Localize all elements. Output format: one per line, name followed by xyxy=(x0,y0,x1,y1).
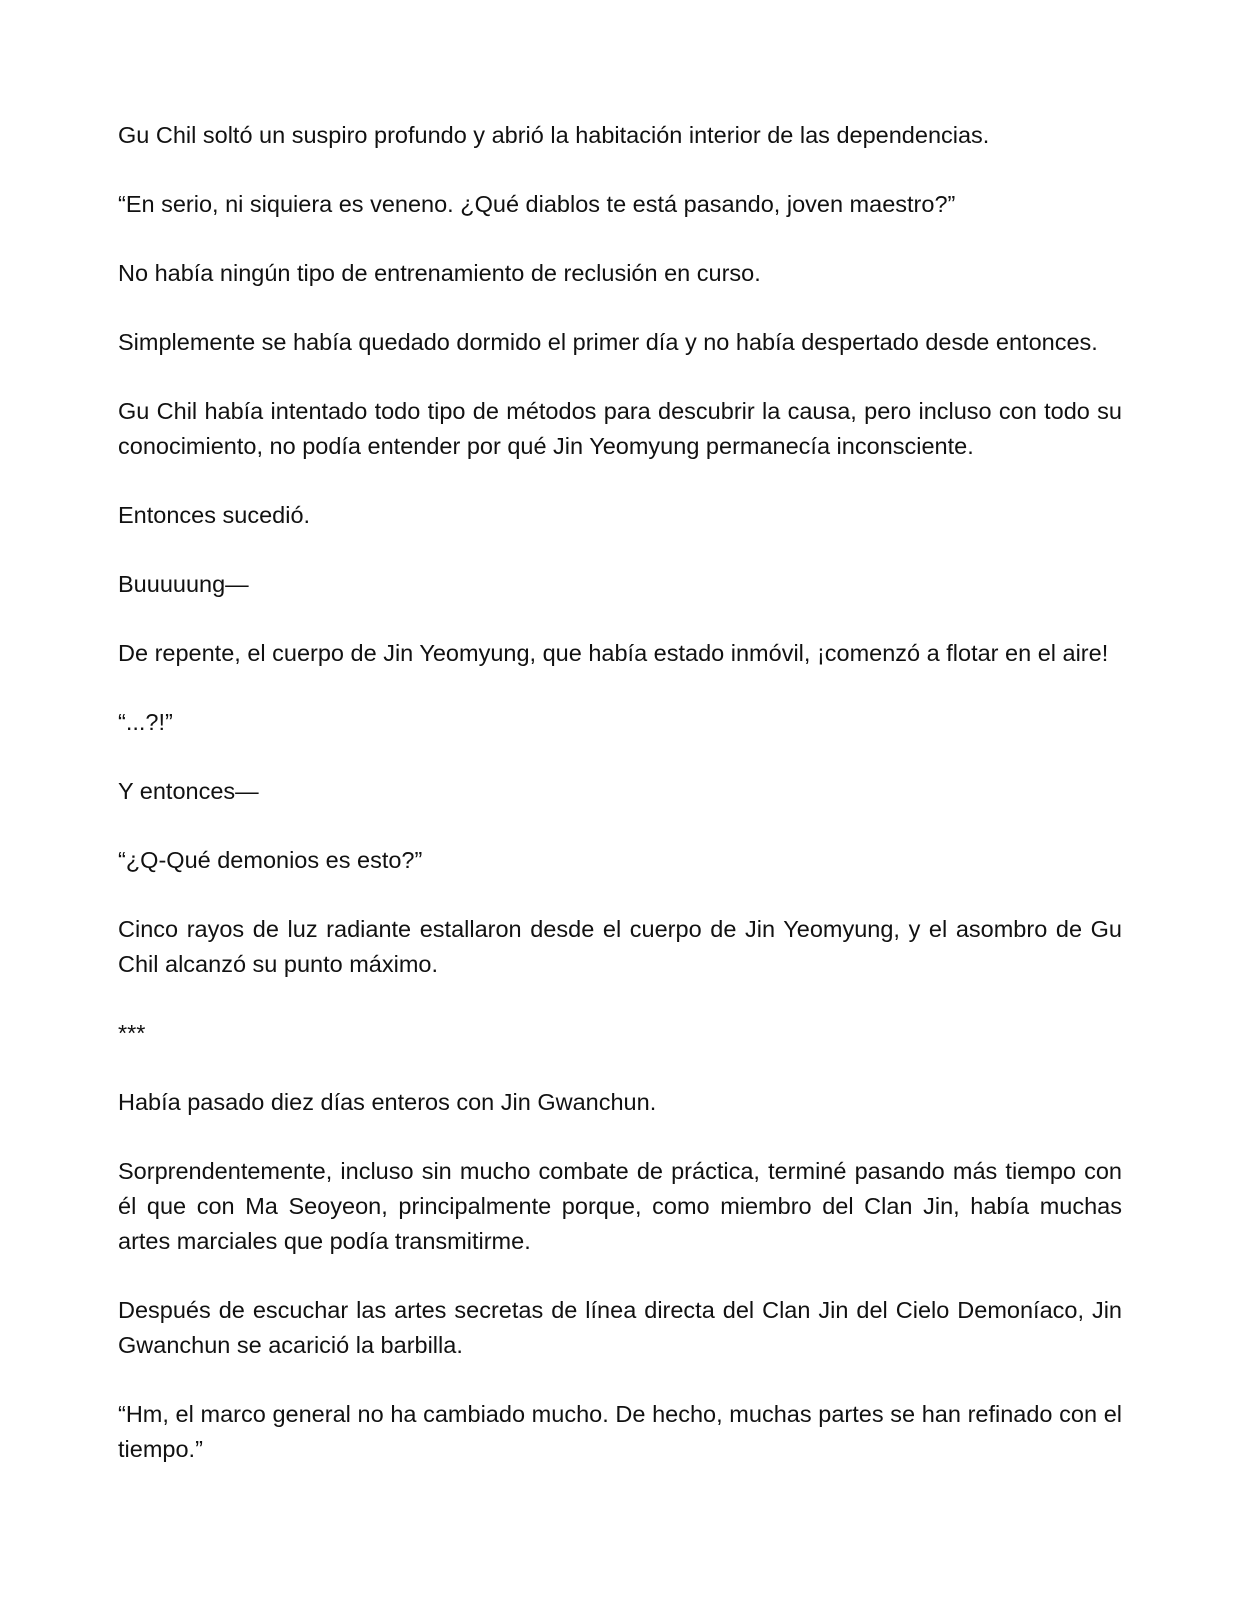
paragraph: Cinco rayos de luz radiante estallaron desde el cuerpo de Jin Yeomyung, y el asombro de Gu Chil alcanzó su punto máximo. xyxy=(118,916,1122,977)
paragraph: Buuuuung— xyxy=(118,571,249,597)
paragraph: Gu Chil soltó un suspiro profundo y abrió la habitación interior de las dependencias. xyxy=(118,122,990,148)
paragraph: “Hm, el marco general no ha cambiado mucho. De hecho, muchas partes se han refinado con el tiempo.” xyxy=(118,1401,1122,1462)
paragraph: No había ningún tipo de entrenamiento de reclusión en curso. xyxy=(118,260,761,286)
paragraph: Después de escuchar las artes secretas de línea directa del Clan Jin del Cielo Demoníaco, Jin Gwanchun se acarició la barbilla. xyxy=(118,1297,1122,1358)
paragraph: Entonces sucedió. xyxy=(118,502,311,528)
paragraph: Sorprendentemente, incluso sin mucho combate de práctica, terminé pasando más tiempo con él que con Ma Seoyeon, principalmente porque, como miembro del Clan Jin, había muchas artes marciales que podía transmitirme. xyxy=(118,1158,1122,1254)
paragraph: “...?!” xyxy=(118,709,173,735)
paragraph: Había pasado diez días enteros con Jin Gwanchun. xyxy=(118,1089,657,1115)
paragraph: “En serio, ni siquiera es veneno. ¿Qué diablos te está pasando, joven maestro?” xyxy=(118,191,956,217)
paragraph: “¿Q-Qué demonios es esto?” xyxy=(118,847,423,873)
document-body xyxy=(118,118,1122,1467)
paragraph: Gu Chil había intentado todo tipo de métodos para descubrir la causa, pero incluso con todo su conocimiento, no podía entender por qué Jin Yeomyung permanecía inconsciente. xyxy=(118,398,1122,459)
paragraph: Y entonces— xyxy=(118,778,259,804)
paragraph: Simplemente se había quedado dormido el primer día y no había despertado desde entonces. xyxy=(118,329,1098,355)
scene-break: *** xyxy=(118,1020,146,1046)
paragraph: De repente, el cuerpo de Jin Yeomyung, que había estado inmóvil, ¡comenzó a flotar en el aire! xyxy=(118,640,1109,666)
